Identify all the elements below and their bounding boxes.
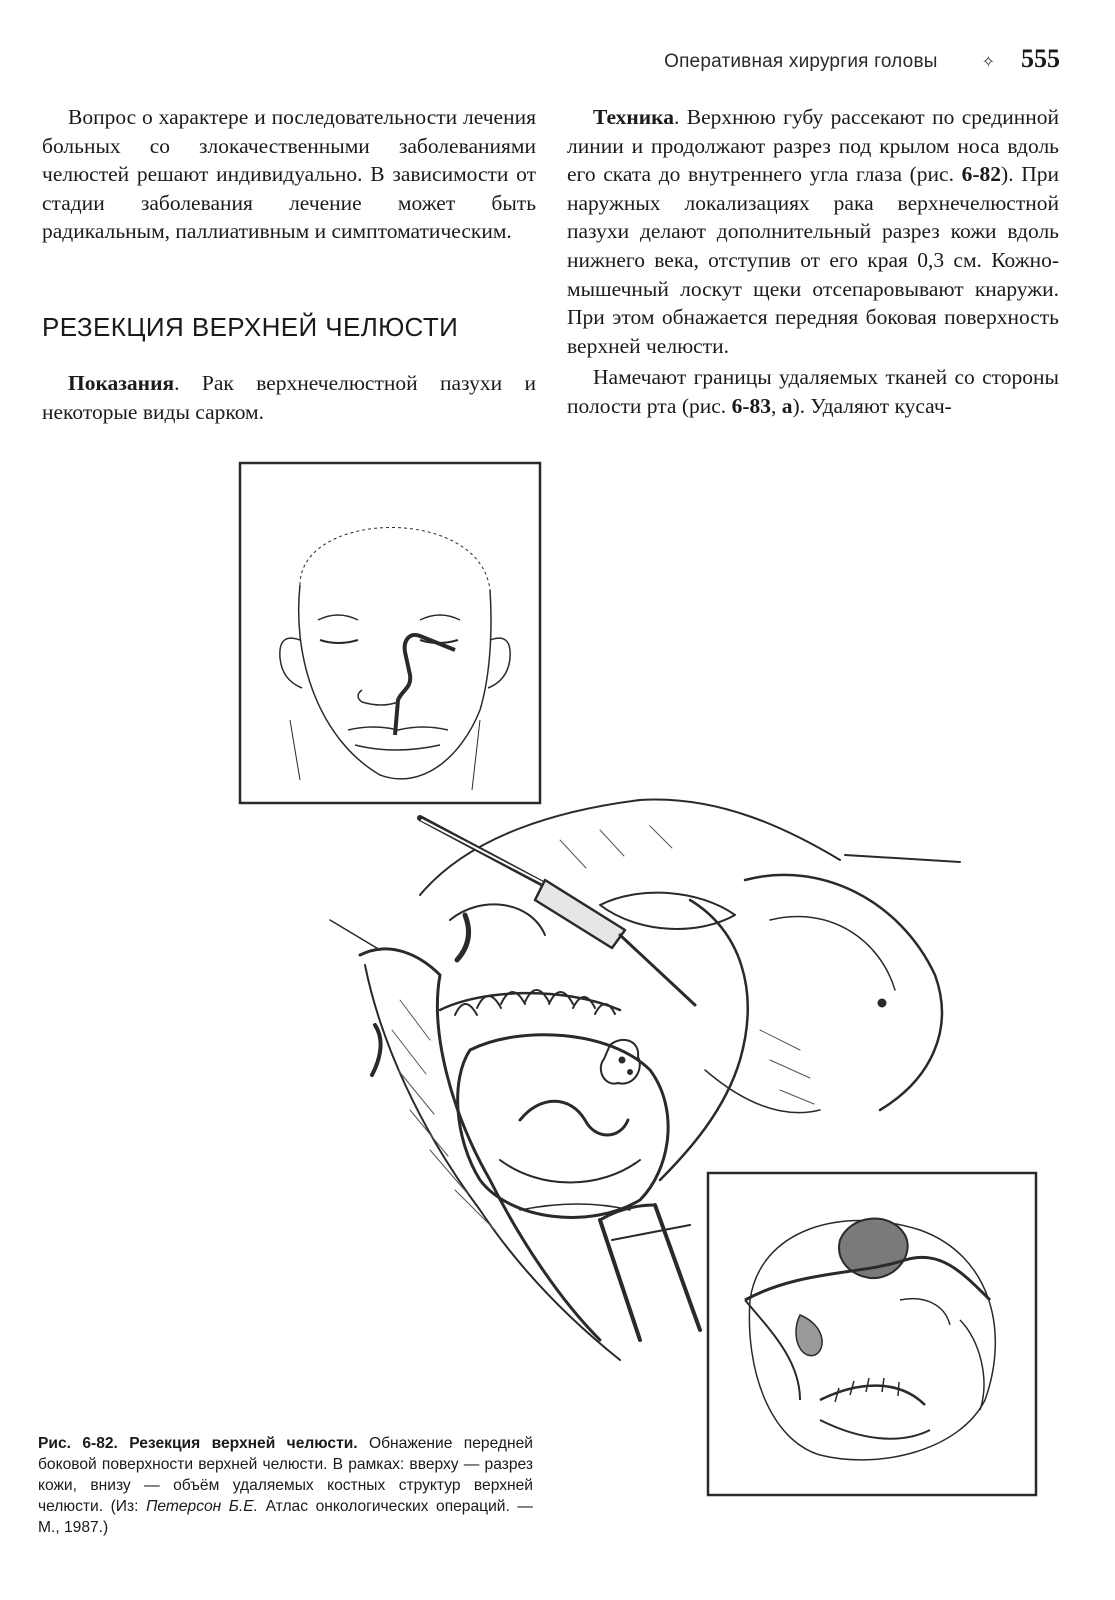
caption-tail: Атлас онкологических операций. — М., 1987.) [38, 1498, 533, 1536]
indications-term: Показания [68, 371, 175, 395]
technique-text-2: ). При наружных локализациях рака верхнечелюстной пазухи делают дополнительный разрез кожи вдоль нижнего века, отступив от его края 0,3 см. Кожно-мышечный лоскут щеки отсепаровывают кнаружи. При этом обнажается передняя боковая поверхность верхней челюсти. [567, 162, 1059, 358]
section-heading: РЕЗЕКЦИЯ ВЕРХНЕЙ ЧЕЛЮСТИ [42, 312, 459, 342]
caption-label: Рис. 6-82. Резекция верхней челюсти. [38, 1435, 358, 1452]
indications-text: . Рак верхнечелюстной пазухи и некоторые виды сарком. [42, 371, 536, 424]
figure-ref-6-83: 6-83 [731, 393, 771, 418]
technique-text-1: . Верхнюю губу рассекают по срединной линии и продолжают разрез под крылом носа вдоль его ската до внутреннего угла глаза (рис. [567, 105, 1059, 187]
boundaries-text-2: ). Удаляют кусач- [792, 393, 952, 418]
figure-ref-6-82: 6-82 [961, 162, 1002, 187]
caption-text: Обнажение передней боковой поверхности верхней челюсти. В рамках: вверху — разрез кожи, внизу — объём удаляемых костных структур верхней челюсти. (Из: [38, 1435, 533, 1515]
inset-top-face [240, 463, 540, 803]
page-number: 555 [1021, 44, 1060, 73]
figure-ref-letter: а [781, 393, 793, 418]
technique-term: Техника [593, 105, 674, 129]
running-title: Оперативная хирургия головы [664, 51, 938, 72]
boundaries-text-1: Намечают границы удаляемых тканей со стороны полости рта (рис. [567, 365, 1059, 418]
boundaries-sep: , [770, 393, 782, 418]
intro-paragraph: Вопрос о характере и последовательности лечения больных со злокачественными заболеваниями челюстей решают индивидуально. В зависимости от стадии заболевания лечение может быть радикальным, паллиативным и симптоматическим. [42, 105, 536, 244]
caption-author: Петерсон Б.Е. [146, 1498, 259, 1515]
caption-paragraph [38, 1433, 533, 1538]
inset-bottom-skull [708, 1173, 1036, 1495]
figure-caption [38, 1433, 533, 1538]
diamond-icon: ✧ [981, 52, 995, 71]
